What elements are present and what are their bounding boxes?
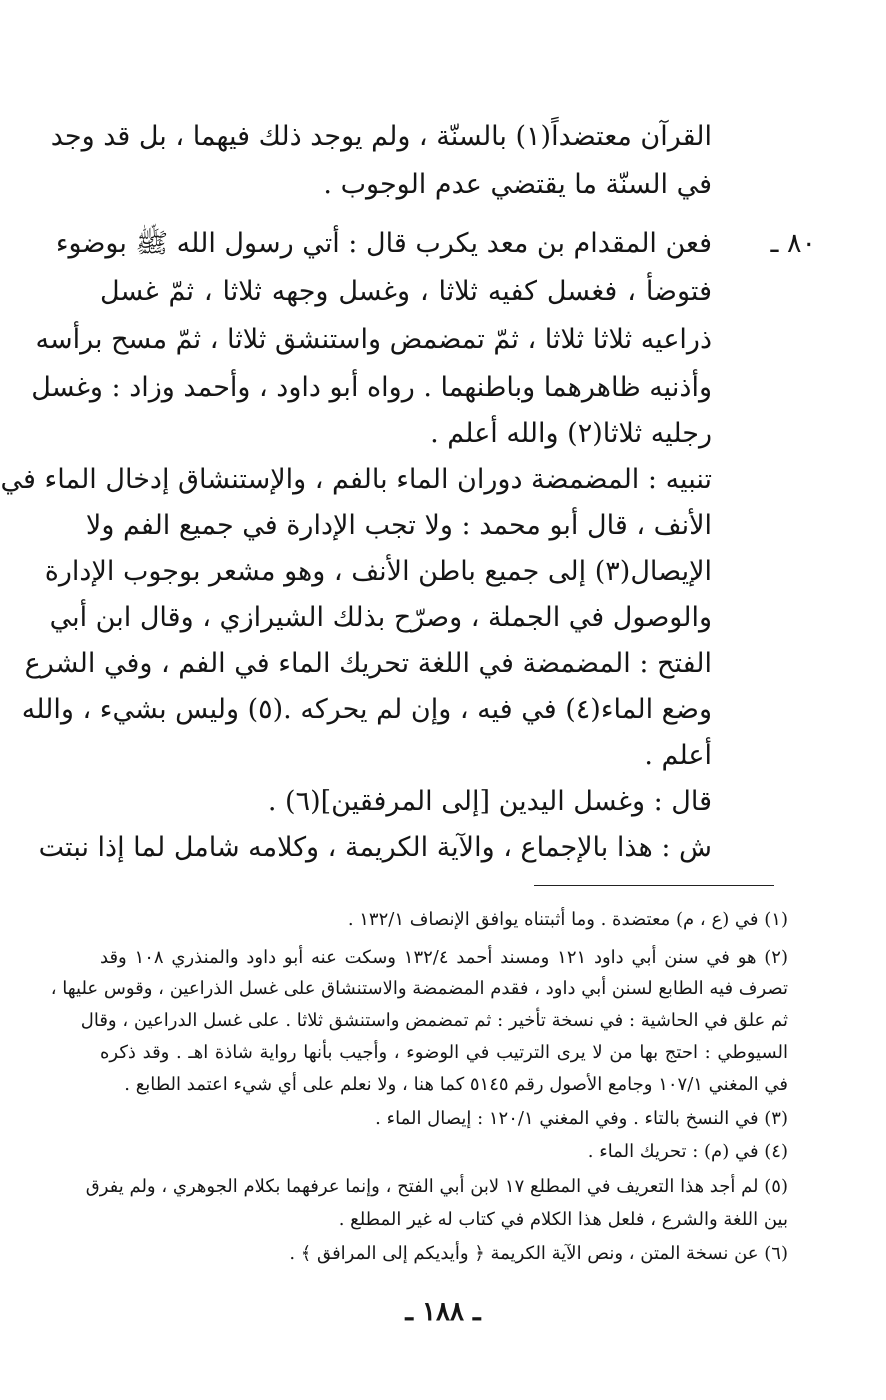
main-text-line: في السنّة ما يقتضي عدم الوجوب . — [323, 169, 712, 200]
main-text-line: ذراعيه ثلاثا ثلاثا ، ثمّ تمضمض واستنشق ثلاثا ، ثمّ مسح برأسه — [35, 324, 712, 355]
footnote-line: بين اللغة والشرع ، فلعل هذا الكلام في كتاب له غير المطلع . — [338, 1209, 788, 1230]
main-text-line: القرآن معتضداً(١) بالسنّة ، ولم يوجد ذلك فيهما ، بل قد وجد — [50, 121, 712, 152]
main-text-line: فتوضأ ، فغسل كفيه ثلاثا ، وغسل وجهه ثلاثا ، ثمّ غسل — [100, 276, 712, 307]
footnote-line: تصرف فيه الطابع لسنن أبي داود ، فقدم المضمضة والاستنشاق على غسل الذراعين ، وقوس عليها ، — [50, 978, 788, 999]
main-text-line: ش : هذا بالإجماع ، والآية الكريمة ، وكلامه شامل لما إذا نبتت — [38, 832, 712, 863]
footnote-line: (٣) في النسخ بالتاء . وفي المغني ١٢٠/١ : إيصال الماء . — [375, 1108, 788, 1129]
footnote-separator — [534, 885, 774, 886]
main-text-line: وضع الماء(٤) في فيه ، وإن لم يحركه .(٥) وليس بشيء ، والله — [21, 694, 712, 725]
main-text-line: فعن المقدام بن معد يكرب قال : أتي رسول الله ﷺ بوضوء — [55, 228, 712, 259]
footnote-line: (١) في (ع ، م) معتضدة . وما أثبتناه يوافق الإنصاف ١٣٢/١ . — [347, 909, 788, 930]
footnote-line: (٢) هو في سنن أبي داود ١٢١ ومسند أحمد ١٣٢/٤ وسكت عنه أبو داود والمنذري ١٠٨ وقد — [100, 947, 788, 968]
main-text-line: والوصول في الجملة ، وصرّح بذلك الشيرازي ، وقال ابن أبي — [49, 602, 712, 633]
main-text-line: الأنف ، قال أبو محمد : ولا تجب الإدارة في جميع الفم ولا — [85, 510, 712, 541]
main-text-line: أعلم . — [644, 740, 712, 771]
footnote-line: (٦) عن نسخة المتن ، ونص الآية الكريمة ﴿ وأيديكم إلى المرافق ﴾ . — [289, 1243, 788, 1264]
main-text-line: وأذنيه ظاهرهما وباطنهما . رواه أبو داود ، وأحمد وزاد : وغسل — [31, 372, 712, 403]
main-text-line: الإيصال(٣) إلى جميع باطن الأنف ، وهو مشعر بوجوب الإدارة — [44, 556, 712, 587]
page-number: ـ ١٨٨ ـ — [405, 1297, 481, 1327]
main-text-line: قال : وغسل اليدين [إلى المرفقين](٦) . — [267, 786, 712, 817]
footnote-line: السيوطي : احتج بها من لا يرى الترتيب في الوضوء ، وأجيب بأنها رواية شاذة اهـ . وقد ذكره — [100, 1042, 788, 1063]
footnote-line: ثم علق في الحاشية : في نسخة تأخير : ثم تمضمض واستنشق ثلاثا . على غسل الدراعين ، وقال — [80, 1010, 788, 1031]
footnote-line: (٤) في (م) : تحريك الماء . — [587, 1141, 788, 1162]
main-text-line: الفتح : المضمضة في اللغة تحريك الماء في الفم ، وفي الشرع — [24, 648, 712, 679]
main-text-line: تنبيه : المضمضة دوران الماء بالفم ، والإستنشاق إدخال الماء في — [0, 464, 712, 495]
footnote-line: (٥) لم أجد هذا التعريف في المطلع ١٧ لابن أبي الفتح ، وإنما عرفهما بكلام الجوهري ، ولم يفرق — [85, 1176, 788, 1197]
footnote-line: في المغني ١٠٧/١ وجامع الأصول رقم ٥١٤٥ كما هنا ، ولا نعلم على أي شيء اعتمد الطابع . — [124, 1074, 788, 1095]
main-text-line: رجليه ثلاثا(٢) والله أعلم . — [430, 418, 712, 449]
item-number: ٨٠ ـ — [770, 228, 816, 259]
